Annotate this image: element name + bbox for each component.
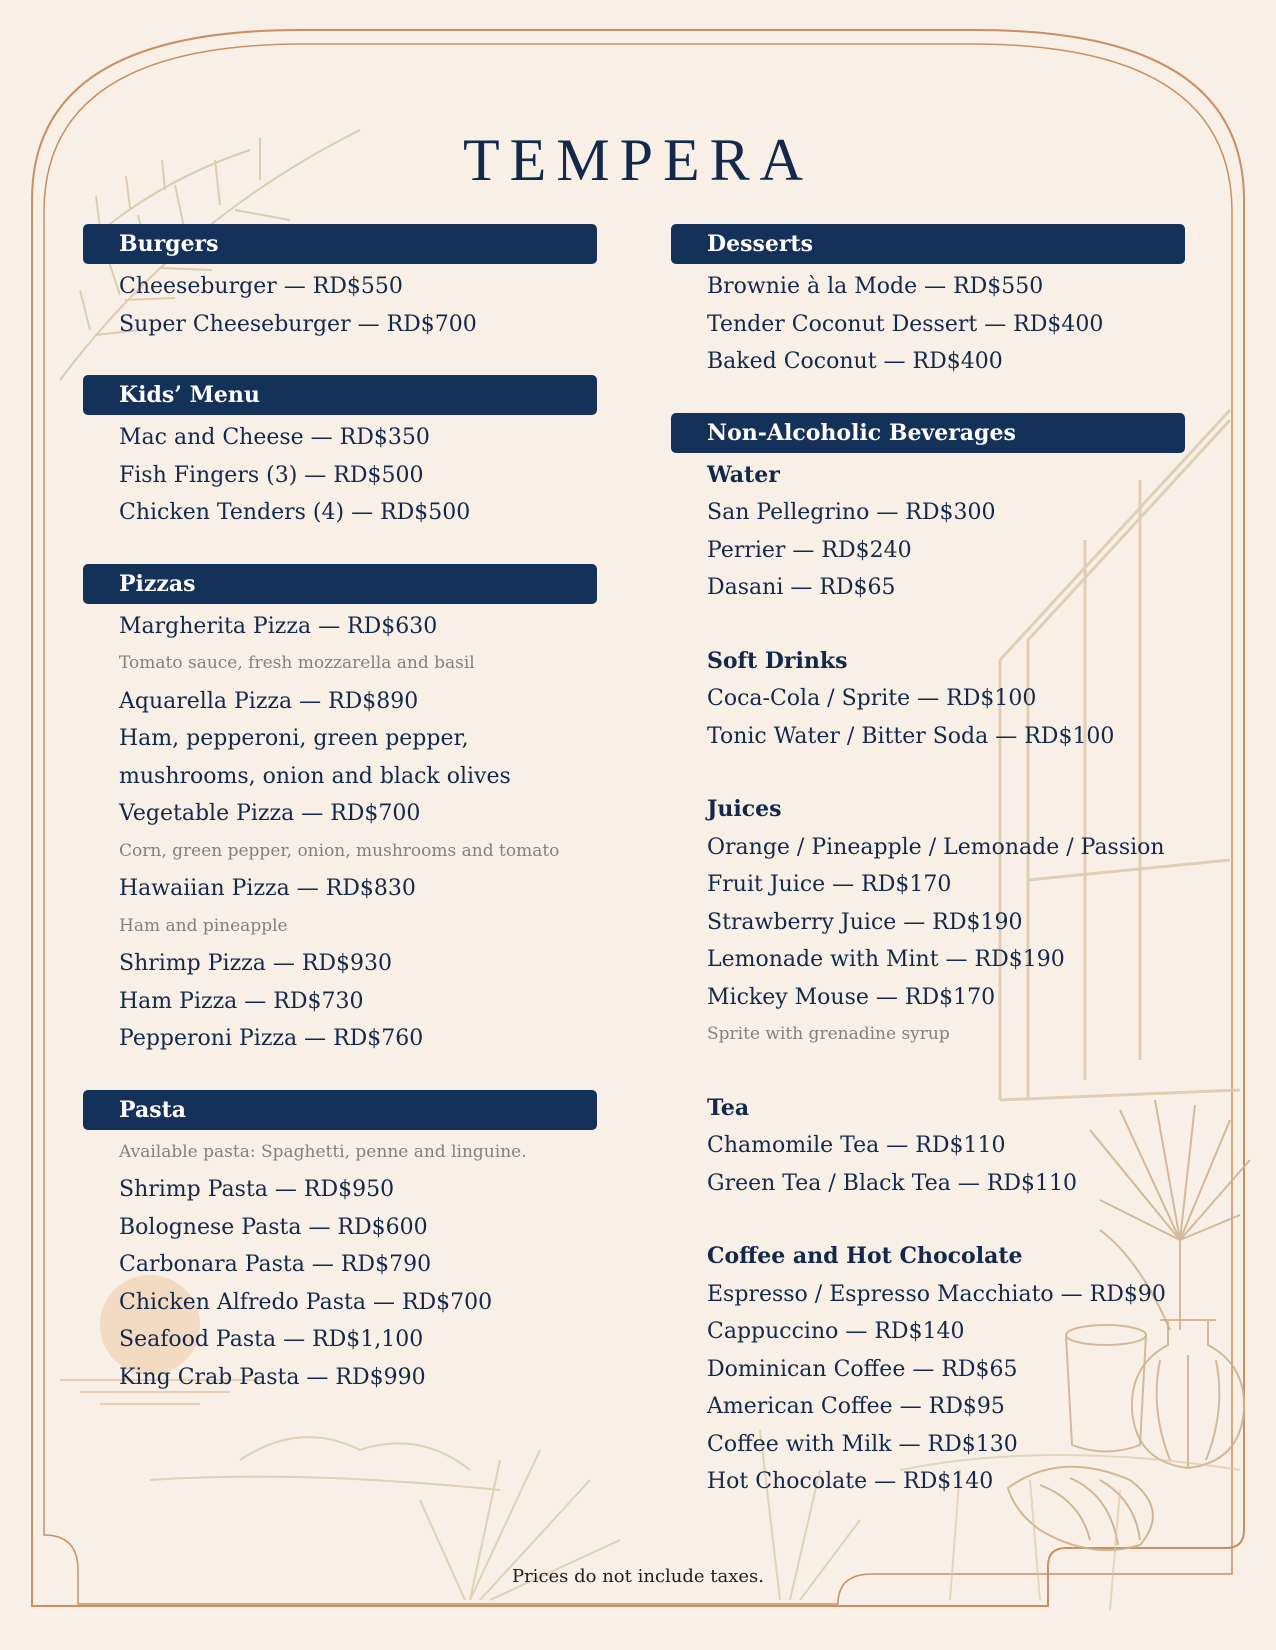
subsection-coffee-and-hot-chocolate (707, 1238, 1185, 1501)
menu-column-right (671, 224, 1185, 1537)
menu-item: Margherita Pizza — RD$630 (119, 613, 438, 639)
section-title: Desserts (671, 224, 1185, 264)
menu-item: Vegetable Pizza — RD$700 (119, 801, 421, 826)
menu-item-description: Tomato sauce, fresh mozzarella and basil (119, 653, 475, 673)
brand-logo: TEMPERA (462, 127, 814, 193)
menu-item: Cappuccino — RD$140 (707, 1319, 965, 1344)
menu-item: Espresso / Espresso Macchiato — RD$90 (707, 1281, 1166, 1307)
menu-item: Mac and Cheese — RD$350 (119, 425, 430, 450)
menu-item: Cheeseburger — RD$550 (119, 274, 403, 299)
section-pizzas (83, 564, 597, 1058)
menu-item: Mickey Mouse — RD$170 (707, 984, 996, 1010)
subsection-title: Water (707, 461, 780, 488)
menu-item: Green Tea / Black Tea — RD$110 (707, 1170, 1078, 1196)
menu-item: Pepperoni Pizza — RD$760 (119, 1026, 424, 1051)
menu-item: Perrier — RD$240 (707, 537, 912, 563)
menu-item: Seafood Pasta — RD$1,100 (119, 1327, 424, 1352)
menu-item: Orange / Pineapple / Lemonade / Passion (707, 834, 1165, 860)
menu-item: Hot Chocolate — RD$140 (707, 1469, 994, 1494)
subsection-tea (707, 1090, 1185, 1203)
subsection-title: Juices (707, 796, 782, 822)
menu-item: Fish Fingers (3) — RD$500 (119, 462, 424, 488)
menu-item-description: Corn, green pepper, onion, mushrooms and tomato (119, 840, 560, 861)
menu-item: Super Cheeseburger — RD$700 (119, 311, 477, 337)
section-burgers (83, 224, 597, 343)
menu-item: Baked Coconut — RD$400 (707, 349, 1003, 374)
menu-item: Dasani — RD$65 (707, 575, 896, 600)
menu-item: Chicken Alfredo Pasta — RD$700 (119, 1289, 493, 1315)
subsection-water (707, 457, 1185, 607)
section-note: Available pasta: Spaghetti, penne and linguine. (119, 1141, 527, 1162)
menu-item: American Coffee — RD$95 (707, 1394, 1005, 1419)
subsection-juices (707, 791, 1185, 1054)
menu-item-description: Sprite with grenadine syrup (707, 1024, 950, 1044)
menu-item: Coffee with Milk — RD$130 (707, 1431, 1018, 1457)
section-title: Pasta (83, 1090, 597, 1130)
section-title: Non-Alcoholic Beverages (671, 413, 1185, 453)
menu-item: Coca-Cola / Sprite — RD$100 (707, 686, 1037, 711)
menu-item: Dominican Coffee — RD$65 (707, 1356, 1018, 1382)
menu-item: Brownie à la Mode — RD$550 (707, 274, 1044, 299)
menu-item: Hawaiian Pizza — RD$830 (119, 876, 416, 901)
menu-item: Ham, pepperoni, green pepper, mushrooms, onion and black olives (119, 726, 511, 789)
menu-item: Chicken Tenders (4) — RD$500 (119, 500, 471, 525)
section-non-alcoholic-beverages (671, 413, 1185, 1501)
menu-item: Shrimp Pasta — RD$950 (119, 1177, 395, 1202)
menu-item: Bolognese Pasta — RD$600 (119, 1214, 428, 1240)
menu-item: Fruit Juice — RD$170 (707, 872, 952, 897)
menu-item: Lemonade with Mint — RD$190 (707, 947, 1065, 972)
menu-column-left (83, 224, 597, 1428)
subsection-title: Coffee and Hot Chocolate (707, 1243, 1023, 1269)
menu-item: Tonic Water / Bitter Soda — RD$100 (707, 723, 1115, 749)
menu-item: Strawberry Juice — RD$190 (707, 909, 1023, 935)
section-title: Kids’ Menu (83, 375, 597, 415)
subsection-title: Soft Drinks (707, 647, 848, 674)
menu-item: San Pellegrino — RD$300 (707, 500, 996, 525)
menu-item: Chamomile Tea — RD$110 (707, 1133, 1006, 1158)
menu-item: Carbonara Pasta — RD$790 (119, 1252, 432, 1277)
subsection-title: Tea (707, 1094, 750, 1121)
menu-item: Tender Coconut Dessert — RD$400 (707, 311, 1104, 337)
menu-item: King Crab Pasta — RD$990 (119, 1364, 426, 1390)
section-title: Burgers (83, 224, 597, 264)
menu-item: Shrimp Pizza — RD$930 (119, 951, 393, 976)
section-pasta (83, 1090, 597, 1397)
menu-item: Aquarella Pizza — RD$890 (119, 688, 419, 714)
subsection-soft-drinks (707, 643, 1185, 756)
section-kids-menu (83, 375, 597, 532)
section-desserts (671, 224, 1185, 381)
footer-note: Prices do not include taxes. (511, 1566, 765, 1587)
menu-item: Ham Pizza — RD$730 (119, 988, 364, 1014)
menu-item-description: Ham and pineapple (119, 915, 288, 936)
section-title: Pizzas (83, 564, 597, 604)
